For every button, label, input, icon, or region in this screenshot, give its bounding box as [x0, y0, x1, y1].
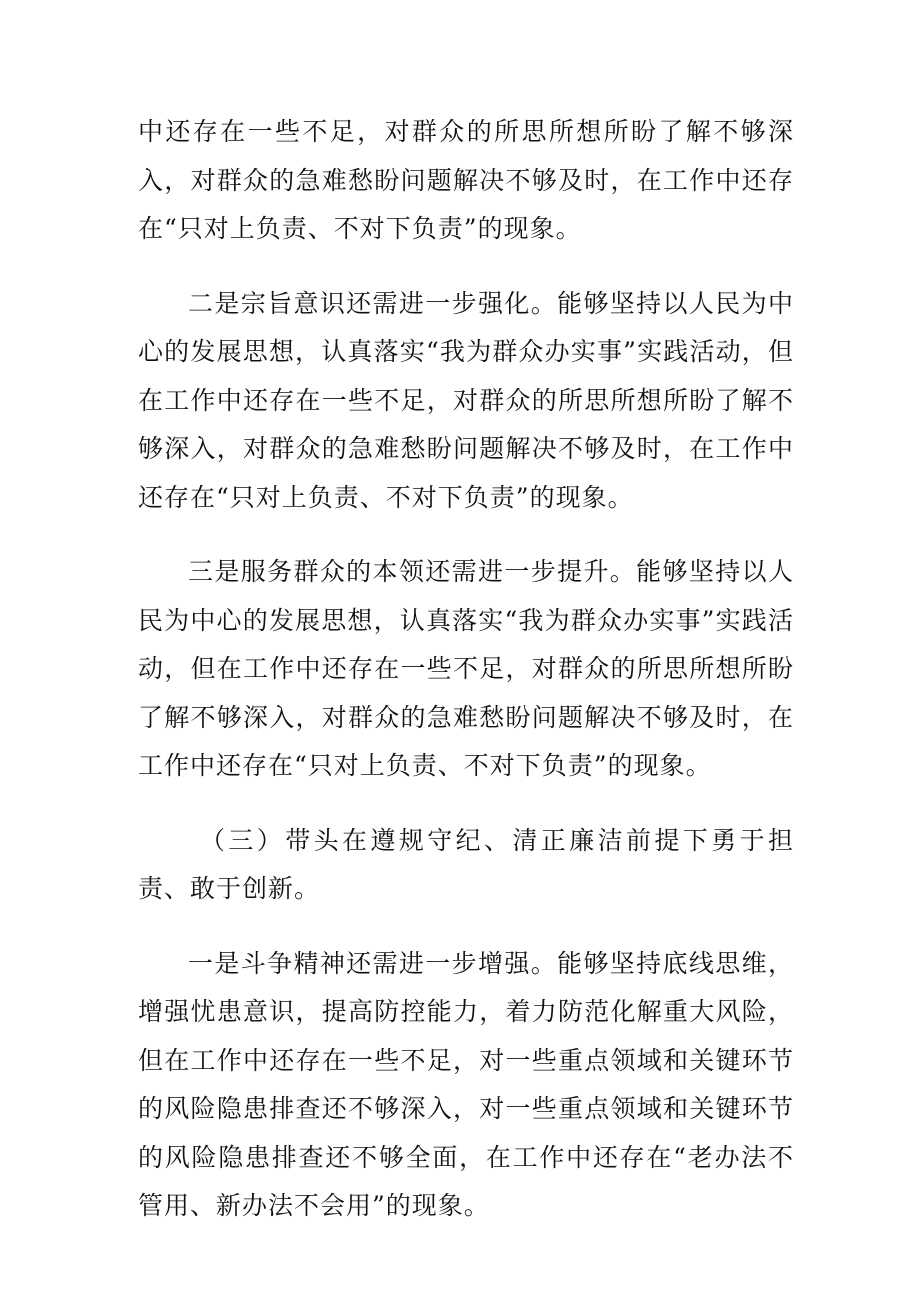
- paragraph-struggle-spirit: 一是斗争精神还需进一步增强。能够坚持底线思维，增强忧患意识，提高防控能力，着力防范化解重大风险，但在工作中还存在一些不足，对一些重点领域和关键环节的风险隐患排查还不够深入，对一些重点领域和关键环节的风险隐患排查还不够全面，在工作中还存在“老办法不管用、新办法不会用”的现象。: [138, 948, 794, 1220]
- paragraph-purpose-awareness: 二是宗旨意识还需进一步强化。能够坚持以人民为中心的发展思想，认真落实“我为群众办实事”实践活动，但在工作中还存在一些不足，对群众的所思所想所盼了解不够深入，对群众的急难愁盼问题解决不够及时，在工作中还存在“只对上负责、不对下负责”的现象。: [138, 288, 794, 512]
- paragraph-service-ability: 三是服务群众的本领还需进一步提升。能够坚持以人民为中心的发展思想，认真落实“我为群众办实事”实践活动，但在工作中还存在一些不足，对群众的所思所想所盼了解不够深入，对群众的急难愁盼问题解决不够及时，在工作中还存在“只对上负责、不对下负责”的现象。: [138, 557, 794, 780]
- section-heading: （三）带头在遵规守纪、清正廉洁前提下勇于担责、敢于创新。: [138, 825, 794, 903]
- document-body: [138, 108, 794, 1257]
- paragraph-continuation: 中还存在一些不足，对群众的所思所想所盼了解不够深入，对群众的急难愁盼问题解决不够及时，在工作中还存在“只对上负责、不对下负责”的现象。: [138, 117, 794, 243]
